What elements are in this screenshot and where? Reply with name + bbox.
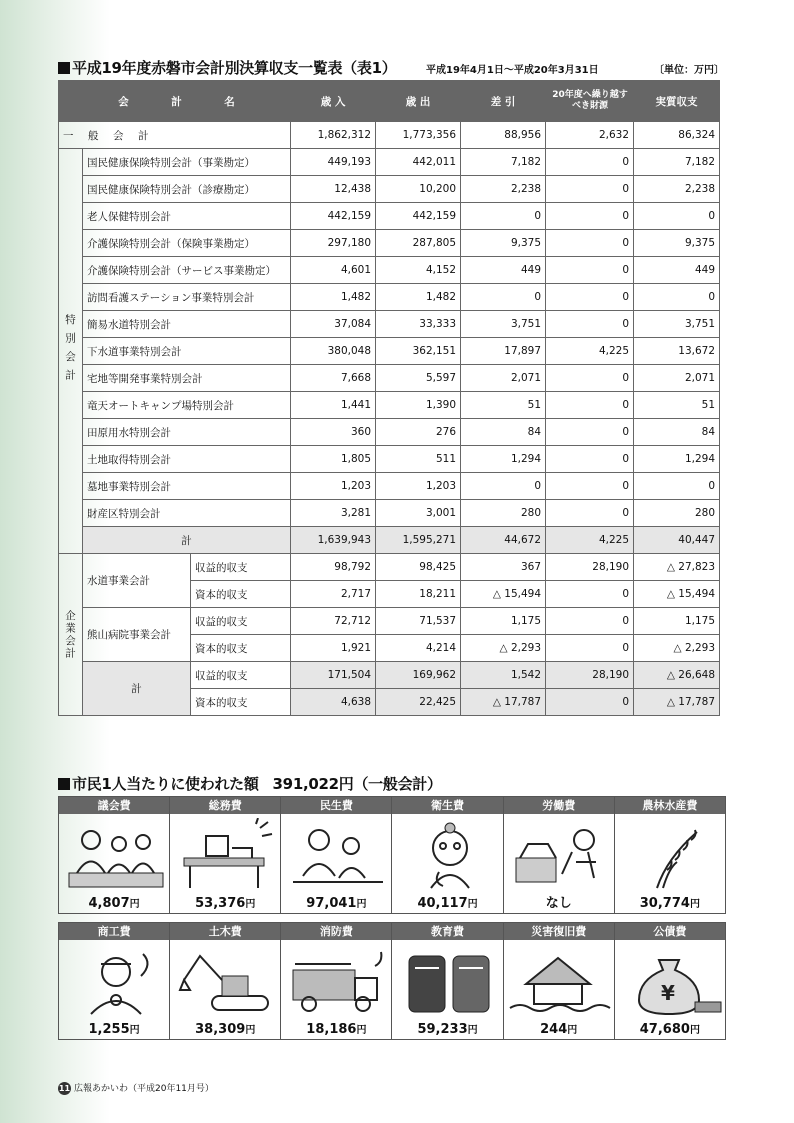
special-account-label: 訪問看護ステーション事業特別会計 xyxy=(83,284,291,311)
enterprise-revenue: 98,792 xyxy=(291,554,376,581)
special-account-label: 下水道事業特別会計 xyxy=(83,338,291,365)
enterprise-total-net: △ 17,787 xyxy=(634,689,720,716)
header-balance: 差 引 xyxy=(461,81,546,122)
special-revenue: 37,084 xyxy=(291,311,376,338)
special-carryover: 0 xyxy=(546,392,634,419)
unit-note: 〔単位：万円〕 xyxy=(654,65,724,76)
special-carryover: 0 xyxy=(546,446,634,473)
special-account-row xyxy=(59,203,720,230)
special-account-row xyxy=(59,176,720,203)
expense-amount: 30,774 xyxy=(639,896,690,911)
council-icon xyxy=(61,818,167,892)
rice-plant-icon xyxy=(617,818,723,892)
special-net: 0 xyxy=(634,284,720,311)
enterprise-total-sub-label: 収益的収支 xyxy=(191,662,291,689)
special-carryover: 0 xyxy=(546,149,634,176)
enterprise-net: △ 15,494 xyxy=(634,581,720,608)
special-account-label: 墓地事業特別会計 xyxy=(83,473,291,500)
special-revenue: 1,805 xyxy=(291,446,376,473)
yen-unit: 円 xyxy=(245,1025,256,1036)
yen-unit: 円 xyxy=(467,899,478,910)
header-net-balance: 実質収支 xyxy=(634,81,720,122)
enterprise-total-revenue: 171,504 xyxy=(291,662,376,689)
special-expenditure: 276 xyxy=(376,419,461,446)
special-total-revenue: 1,639,943 xyxy=(291,527,376,554)
special-expenditure: 3,001 xyxy=(376,500,461,527)
enterprise-sub-label: 収益的収支 xyxy=(191,554,291,581)
enterprise-revenue: 2,717 xyxy=(291,581,376,608)
expense-label: 教育費 xyxy=(392,923,502,940)
special-account-row xyxy=(59,365,720,392)
enterprise-carryover: 28,190 xyxy=(546,554,634,581)
enterprise-total-carryover: 28,190 xyxy=(546,662,634,689)
yen-unit: 円 xyxy=(356,1025,367,1036)
expense-label: 公債費 xyxy=(615,923,725,940)
enterprise-balance: △ 15,494 xyxy=(461,581,546,608)
special-revenue: 449,193 xyxy=(291,149,376,176)
special-total-balance: 44,672 xyxy=(461,527,546,554)
yen-unit: 円 xyxy=(567,1025,578,1036)
special-balance: 0 xyxy=(461,203,546,230)
expense-item-fire-truck xyxy=(281,923,392,1040)
expense-label: 消防費 xyxy=(281,923,391,940)
special-revenue: 442,159 xyxy=(291,203,376,230)
enterprise-account-row xyxy=(59,608,720,635)
special-carryover: 0 xyxy=(546,257,634,284)
enterprise-account-name: 熊山病院事業会計 xyxy=(83,608,191,662)
special-account-label: 国民健康保険特別会計（診療勘定） xyxy=(83,176,291,203)
special-account-label: 介護保険特別会計（保険事業勘定） xyxy=(83,230,291,257)
expense-item-doctor xyxy=(392,797,503,914)
square-bullet-icon xyxy=(58,62,70,74)
expense-amount: 244 xyxy=(540,1022,568,1037)
expense-amount: 53,376 xyxy=(195,896,246,911)
expense-amount: 18,186 xyxy=(306,1022,357,1037)
yen-unit: 円 xyxy=(356,899,367,910)
special-carryover: 0 xyxy=(546,500,634,527)
special-account-row xyxy=(59,500,720,527)
expense-item-money-bag xyxy=(614,923,725,1040)
expense-amount: 1,255 xyxy=(88,1022,130,1037)
expense-amount: 47,680 xyxy=(639,1022,690,1037)
special-revenue: 3,281 xyxy=(291,500,376,527)
special-net: 9,375 xyxy=(634,230,720,257)
special-balance: 449 xyxy=(461,257,546,284)
special-revenue: 1,482 xyxy=(291,284,376,311)
money-bag-icon xyxy=(617,944,723,1018)
shopkeeper-icon xyxy=(61,944,167,1018)
budget-table xyxy=(58,80,720,716)
yen-unit: 円 xyxy=(129,899,140,910)
enterprise-revenue: 72,712 xyxy=(291,608,376,635)
general-account-label: 一 般 会 計 xyxy=(59,122,291,149)
yen-unit: 円 xyxy=(245,899,256,910)
enterprise-total-balance: △ 17,787 xyxy=(461,689,546,716)
enterprise-sub-label: 資本的収支 xyxy=(191,635,291,662)
special-account-label: 老人保健特別会計 xyxy=(83,203,291,230)
expense-item-school-bag xyxy=(392,923,503,1040)
special-account-row xyxy=(59,419,720,446)
enterprise-total-row xyxy=(59,662,720,689)
expense-item-worker xyxy=(503,797,614,914)
special-account-label: 竜天オートキャンプ場特別会計 xyxy=(83,392,291,419)
expense-label: 総務費 xyxy=(170,797,280,814)
special-balance: 2,238 xyxy=(461,176,546,203)
special-balance: 51 xyxy=(461,392,546,419)
special-revenue: 4,601 xyxy=(291,257,376,284)
excavator-icon xyxy=(172,944,278,1018)
special-carryover: 0 xyxy=(546,311,634,338)
general-expenditure: 1,773,356 xyxy=(376,122,461,149)
general-revenue: 1,862,312 xyxy=(291,122,376,149)
special-account-row xyxy=(59,149,720,176)
enterprise-account-row xyxy=(59,554,720,581)
expense-label: 労働費 xyxy=(504,797,614,814)
general-net: 86,324 xyxy=(634,122,720,149)
enterprise-net: △ 2,293 xyxy=(634,635,720,662)
special-total-carryover: 4,225 xyxy=(546,527,634,554)
special-carryover: 4,225 xyxy=(546,338,634,365)
special-revenue: 360 xyxy=(291,419,376,446)
expense-grid-row-1 xyxy=(58,796,726,914)
page-number: 11 xyxy=(58,1084,71,1093)
special-total-net: 40,447 xyxy=(634,527,720,554)
special-net: 0 xyxy=(634,473,720,500)
special-balance: 9,375 xyxy=(461,230,546,257)
enterprise-expenditure: 98,425 xyxy=(376,554,461,581)
expense-label: 議会費 xyxy=(59,797,169,814)
table-title: 平成19年度赤磐市会計別決算収支一覧表（表1） xyxy=(72,59,397,77)
general-balance: 88,956 xyxy=(461,122,546,149)
expense-item-council xyxy=(59,797,170,914)
special-net: 2,238 xyxy=(634,176,720,203)
expense-amount: 97,041 xyxy=(306,896,357,911)
special-net: 13,672 xyxy=(634,338,720,365)
special-expenditure: 33,333 xyxy=(376,311,461,338)
page-footer xyxy=(58,1081,214,1095)
special-balance: 84 xyxy=(461,419,546,446)
special-balance: 2,071 xyxy=(461,365,546,392)
enterprise-total-net: △ 26,648 xyxy=(634,662,720,689)
special-total-row xyxy=(59,527,720,554)
special-total-expenditure: 1,595,271 xyxy=(376,527,461,554)
special-balance: 280 xyxy=(461,500,546,527)
footer-publication: 広報あかいわ（平成20年11月号） xyxy=(74,1084,214,1094)
special-net: 2,071 xyxy=(634,365,720,392)
special-carryover: 0 xyxy=(546,473,634,500)
expense-amount: 40,117 xyxy=(417,896,468,911)
enterprise-carryover: 0 xyxy=(546,581,634,608)
table-heading xyxy=(58,57,396,78)
special-net: 84 xyxy=(634,419,720,446)
special-expenditure: 287,805 xyxy=(376,230,461,257)
special-expenditure: 442,159 xyxy=(376,203,461,230)
special-net: 0 xyxy=(634,203,720,230)
special-account-row xyxy=(59,284,720,311)
special-carryover: 0 xyxy=(546,284,634,311)
special-net: 51 xyxy=(634,392,720,419)
expense-amount: 38,309 xyxy=(195,1022,246,1037)
per-capita-amount: 391,022円（一般会計） xyxy=(272,775,442,793)
special-group-label: 特別会計 xyxy=(59,149,83,554)
special-expenditure: 511 xyxy=(376,446,461,473)
header-carryover: 20年度へ繰り越すべき財源 xyxy=(546,81,634,122)
special-account-label: 土地取得特別会計 xyxy=(83,446,291,473)
special-expenditure: 10,200 xyxy=(376,176,461,203)
special-carryover: 0 xyxy=(546,176,634,203)
general-carryover: 2,632 xyxy=(546,122,634,149)
special-revenue: 380,048 xyxy=(291,338,376,365)
special-expenditure: 442,011 xyxy=(376,149,461,176)
enterprise-expenditure: 4,214 xyxy=(376,635,461,662)
special-expenditure: 1,390 xyxy=(376,392,461,419)
special-revenue: 12,438 xyxy=(291,176,376,203)
special-expenditure: 4,152 xyxy=(376,257,461,284)
special-balance: 17,897 xyxy=(461,338,546,365)
special-account-label: 国民健康保険特別会計（事業勘定） xyxy=(83,149,291,176)
header-expenditure: 歳 出 xyxy=(376,81,461,122)
enterprise-total-expenditure: 169,962 xyxy=(376,662,461,689)
special-expenditure: 5,597 xyxy=(376,365,461,392)
enterprise-revenue: 1,921 xyxy=(291,635,376,662)
special-balance: 3,751 xyxy=(461,311,546,338)
enterprise-expenditure: 18,211 xyxy=(376,581,461,608)
enterprise-net: 1,175 xyxy=(634,608,720,635)
enterprise-total-carryover: 0 xyxy=(546,689,634,716)
expense-label: 土木費 xyxy=(170,923,280,940)
special-revenue: 1,203 xyxy=(291,473,376,500)
enterprise-total-label: 計 xyxy=(83,662,191,716)
special-account-row xyxy=(59,446,720,473)
fire-truck-icon xyxy=(283,944,389,1018)
special-account-row xyxy=(59,230,720,257)
special-net: 3,751 xyxy=(634,311,720,338)
enterprise-net: △ 27,823 xyxy=(634,554,720,581)
svg-text:¥: ¥ xyxy=(660,981,675,1005)
enterprise-balance: 1,175 xyxy=(461,608,546,635)
special-balance: 7,182 xyxy=(461,149,546,176)
special-net: 449 xyxy=(634,257,720,284)
enterprise-account-name: 水道事業会計 xyxy=(83,554,191,608)
expense-amount: なし xyxy=(545,896,572,911)
enterprise-total-expenditure: 22,425 xyxy=(376,689,461,716)
table-header-row xyxy=(59,81,720,122)
per-capita-title: 市民1人当たりに使われた額 xyxy=(72,775,259,793)
enterprise-balance: △ 2,293 xyxy=(461,635,546,662)
header-account-name: 会 計 名 xyxy=(59,81,291,122)
expense-item-excavator xyxy=(170,923,281,1040)
expense-item-flood-house xyxy=(503,923,614,1040)
special-account-label: 簡易水道特別会計 xyxy=(83,311,291,338)
office-desk-icon xyxy=(172,818,278,892)
enterprise-carryover: 0 xyxy=(546,608,634,635)
expense-label: 衛生費 xyxy=(392,797,502,814)
per-capita-heading xyxy=(58,773,442,794)
special-account-label: 宅地等開発事業特別会計 xyxy=(83,365,291,392)
expense-label: 農林水産費 xyxy=(615,797,725,814)
expense-label: 災害復旧費 xyxy=(504,923,614,940)
enterprise-sub-label: 資本的収支 xyxy=(191,581,291,608)
special-expenditure: 1,482 xyxy=(376,284,461,311)
special-expenditure: 1,203 xyxy=(376,473,461,500)
yen-unit: 円 xyxy=(689,1025,700,1036)
header-revenue: 歳 入 xyxy=(291,81,376,122)
special-account-row xyxy=(59,473,720,500)
special-carryover: 0 xyxy=(546,365,634,392)
enterprise-balance: 367 xyxy=(461,554,546,581)
special-balance: 0 xyxy=(461,284,546,311)
expense-amount: 59,233 xyxy=(417,1022,468,1037)
enterprise-group-label: 企業会計 xyxy=(59,554,83,716)
special-revenue: 1,441 xyxy=(291,392,376,419)
special-total-label: 計 xyxy=(83,527,291,554)
special-balance: 1,294 xyxy=(461,446,546,473)
yen-unit: 円 xyxy=(689,899,700,910)
special-balance: 0 xyxy=(461,473,546,500)
expense-label: 民生費 xyxy=(281,797,391,814)
yen-unit: 円 xyxy=(467,1025,478,1036)
school-bag-icon xyxy=(395,944,501,1018)
general-account-row xyxy=(59,122,720,149)
special-account-row xyxy=(59,338,720,365)
special-net: 280 xyxy=(634,500,720,527)
expense-amount: 4,807 xyxy=(88,896,130,911)
enterprise-expenditure: 71,537 xyxy=(376,608,461,635)
expense-item-office-desk xyxy=(170,797,281,914)
expense-label: 商工費 xyxy=(59,923,169,940)
special-carryover: 0 xyxy=(546,203,634,230)
special-expenditure: 362,151 xyxy=(376,338,461,365)
fiscal-period: 平成19年4月1日〜平成20年3月31日 xyxy=(426,65,599,76)
enterprise-sub-label: 収益的収支 xyxy=(191,608,291,635)
worker-icon xyxy=(506,818,612,892)
enterprise-total-sub-label: 資本的収支 xyxy=(191,689,291,716)
special-account-label: 財産区特別会計 xyxy=(83,500,291,527)
yen-unit: 円 xyxy=(129,1025,140,1036)
special-account-row xyxy=(59,257,720,284)
special-revenue: 7,668 xyxy=(291,365,376,392)
special-account-label: 田原用水特別会計 xyxy=(83,419,291,446)
expense-grid-row-2 xyxy=(58,922,726,1040)
doctor-icon xyxy=(395,818,501,892)
special-account-label: 介護保険特別会計（サービス事業勘定） xyxy=(83,257,291,284)
special-account-row xyxy=(59,311,720,338)
enterprise-total-revenue: 4,638 xyxy=(291,689,376,716)
special-net: 7,182 xyxy=(634,149,720,176)
special-net: 1,294 xyxy=(634,446,720,473)
special-account-row xyxy=(59,392,720,419)
enterprise-total-balance: 1,542 xyxy=(461,662,546,689)
expense-item-rice-plant xyxy=(614,797,725,914)
flood-house-icon xyxy=(506,944,612,1018)
expense-item-welfare xyxy=(281,797,392,914)
special-revenue: 297,180 xyxy=(291,230,376,257)
expense-item-shopkeeper xyxy=(59,923,170,1040)
special-carryover: 0 xyxy=(546,230,634,257)
square-bullet-icon xyxy=(58,778,70,790)
welfare-icon xyxy=(283,818,389,892)
special-carryover: 0 xyxy=(546,419,634,446)
enterprise-carryover: 0 xyxy=(546,635,634,662)
